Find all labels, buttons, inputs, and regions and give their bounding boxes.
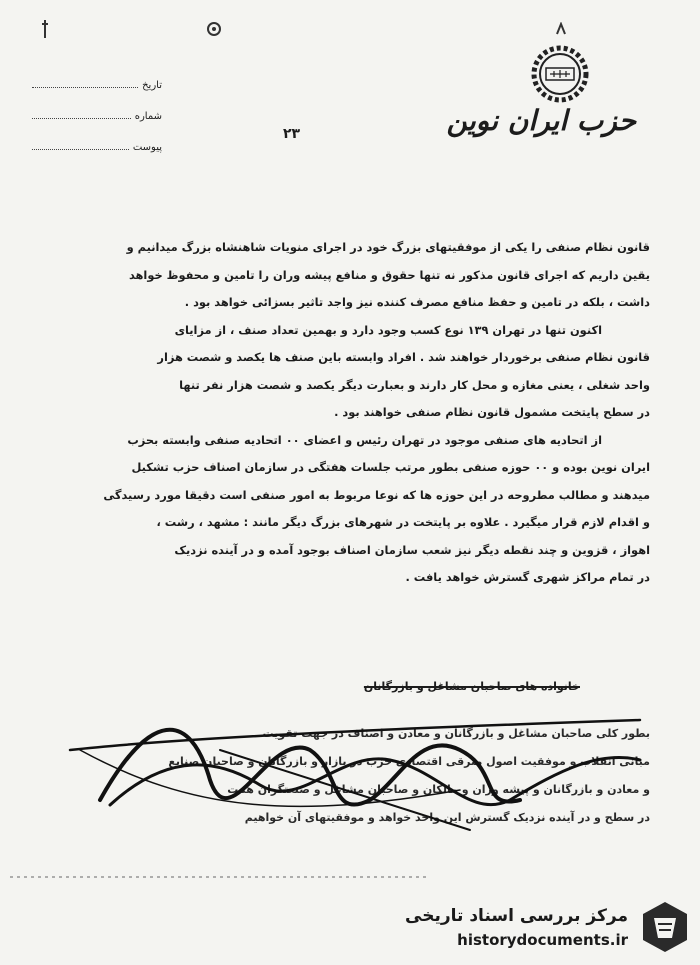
body-line: میدهند و مطالب مطروحه در این حوزه ها که نوعا مربوط به امور صنفی است دقیقا مورد رسیدگی bbox=[103, 487, 650, 502]
crossed-line: و معادن و بازرگانان و پیشه وران و مالکان و صاحبان مشاغل و صنعتگران همت bbox=[227, 783, 650, 796]
crossed-line: بطور کلی صاحبان مشاغل و بازرگانان و معادن و اصناف در جهت تقویت bbox=[262, 727, 650, 740]
letter-body bbox=[40, 234, 650, 592]
watermark-url: historydocuments.ir bbox=[457, 931, 628, 949]
body-line: در تمام مراکز شهری گسترش خواهد یافت . bbox=[405, 570, 650, 584]
crossed-line: در سطح و در آینده نزدیک گسترش این واحد خواهد و موفقیتهای آن خواهیم bbox=[244, 811, 650, 824]
body-line: اهواز ، قزوین و چند نقطه دیگر نیز شعب سازمان اصناف بوجود آمده و در آینده نزدیک bbox=[174, 542, 650, 557]
body-line: در سطح پایتخت مشمول قانون نظام صنفی خواهند بود . bbox=[334, 405, 650, 419]
body-line: واحد شغلی ، یعنی مغازه و محل کار دارند و بعبارت دیگر یکصد و شصت هزار نفر تنها bbox=[179, 377, 650, 392]
handwritten-cross-out bbox=[40, 690, 660, 840]
watermark-title: مرکز بررسی اسناد تاریخی bbox=[405, 906, 628, 926]
number-field bbox=[32, 91, 162, 122]
attachment-label: پیوست bbox=[132, 142, 162, 153]
struck-heading: خانواده های صاحبان مشاغل و بازرگانان bbox=[363, 680, 580, 693]
crossed-line: مبانی انقلاب و موفقیت اصول مترقی اقتصادی حزب در بازار و بازرگانان و صاحبان صنایع bbox=[168, 755, 650, 768]
scan-mark bbox=[40, 18, 50, 40]
body-line: از اتحادیه های صنفی موجود در تهران رئیس و اعضای ۰۰ اتحادیه صنفی وابسته بحزب bbox=[127, 432, 602, 447]
body-line: قانون نظام صنفی برخوردار خواهند شد . افراد وابسته باین صنف ها یکصد و شصت هزار bbox=[157, 350, 650, 364]
date-label: تاریخ bbox=[142, 80, 162, 91]
party-emblem-icon bbox=[530, 44, 590, 104]
body-line: ایران نوین بوده و ۰۰ حوزه صنفی بطور مرتب جلسات هفتگی در سازمان اصناف حزب تشکیل bbox=[131, 460, 650, 474]
punch-hole-icon bbox=[205, 20, 223, 38]
page-number: ۲۳ bbox=[283, 126, 301, 142]
scan-mark bbox=[555, 22, 567, 36]
scan-artifact-line bbox=[10, 872, 430, 882]
body-line: یقین داریم که اجرای قانون مذکور نه تنها حقوق و منافع پیشه وران را تامین و محفوظ خواهد bbox=[128, 267, 650, 282]
body-line: داشت ، بلکه در تامین و حفظ منافع مصرف کننده نیز واجد تاثیر بسزائی خواهد بود . bbox=[184, 295, 650, 309]
archive-logo-icon bbox=[640, 900, 690, 954]
body-line: قانون نظام صنفی را یکی از موفقیتهای بزرگ خود در اجرای منویات شاهنشاه بزرگ میدانیم و bbox=[126, 240, 650, 254]
party-letterhead-title: حزب ایران نوین bbox=[446, 104, 636, 137]
number-label: شماره bbox=[134, 111, 162, 122]
attachment-field bbox=[32, 122, 162, 153]
letter-meta-fields bbox=[32, 60, 162, 153]
date-field bbox=[32, 60, 162, 91]
body-line: اکنون تنها در تهران ۱۳۹ نوع کسب وجود دارد و بهمین تعداد صنف ، از مزایای bbox=[174, 322, 602, 337]
body-line: و اقدام لازم قرار میگیرد . علاوه بر پایتخت در شهرهای بزرگ دیگر مانند : مشهد ، رشت ، bbox=[156, 515, 650, 529]
